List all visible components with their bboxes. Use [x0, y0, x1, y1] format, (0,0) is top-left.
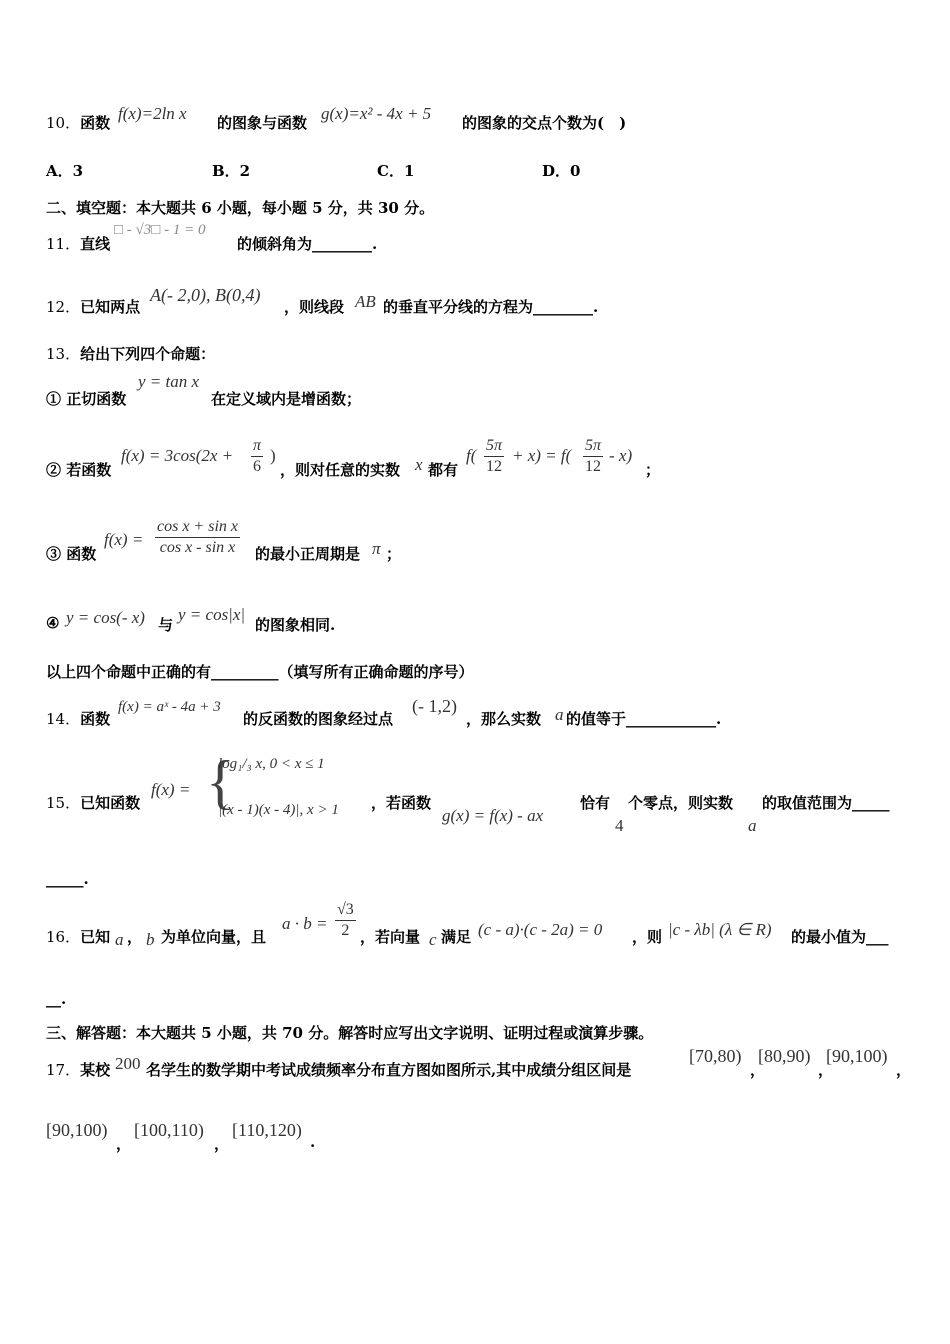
- q12-points: A(- 2,0), B(0,4): [150, 285, 261, 305]
- q13-p2-fraction-pi-6: $\frac{\pi}{6}$: [253, 437, 262, 475]
- question-15: 15．已知函数: [46, 794, 141, 812]
- q15-function: f(x) =: [151, 780, 191, 799]
- question-14: 14．函数: [46, 710, 111, 728]
- question-17: 17．某校: [46, 1061, 111, 1079]
- q17-sep-5: ，: [214, 1135, 230, 1153]
- q13-p3-text: 的最小正周期是: [255, 545, 361, 563]
- q15-case-1: log₁/₃ x, 0 < x ≤ 1: [218, 756, 325, 772]
- q15-text-3: 恰有: [580, 794, 611, 812]
- q16-text-2: 为单位向量，且: [161, 928, 267, 946]
- q15-case-2: |(x - 1)(x - 4)|, x > 1: [218, 802, 339, 818]
- q13-proposition-4: ④: [46, 614, 60, 632]
- q15-text-2: ，若函数: [371, 794, 432, 812]
- q17-text-2: 名学生的数学期中考试成绩频率分布直方图如图所示,其中成绩分组区间是: [146, 1061, 632, 1079]
- q15-answer-tail: _____.: [46, 870, 89, 888]
- q16-b: b: [146, 930, 155, 949]
- q10-g-formula: g(x)=x² - 4x + 5: [321, 104, 432, 123]
- q17-end: .: [310, 1133, 316, 1151]
- q11-text-2: 的倾斜角为________.: [237, 235, 378, 253]
- q13-p2-rhs-rest: - x): [609, 446, 633, 465]
- q13-p2-fraction-5pi-12-a: $\frac{5\pi}{12}$: [486, 437, 503, 475]
- q12-text-2: ，则线段: [284, 298, 345, 316]
- q16-expression: |c - λb| (λ ∈ R): [668, 920, 772, 939]
- q10-text-3: 的图象的交点个数为( ): [462, 114, 627, 132]
- q13-p1-text: 在定义域内是增函数；: [211, 390, 362, 408]
- q14-text-2: 的反函数的图象经过点: [243, 710, 394, 728]
- q16-fraction-sqrt3-2: $\frac{√3}{2}$: [337, 901, 354, 939]
- q10-option-a: A．3: [46, 162, 84, 180]
- q13-p3-pi: π: [372, 539, 381, 558]
- q10-text-2: 的图象与函数: [217, 114, 308, 132]
- q12-text-3: 的垂直平分线的方程为________.: [383, 298, 599, 316]
- q10-f-formula: f(x)=2ln x: [118, 104, 187, 123]
- q17-interval-5: [100,110): [134, 1120, 204, 1140]
- q17-sep-4: ，: [116, 1135, 132, 1153]
- q13-p4-eq1: y = cos(- x): [66, 608, 145, 627]
- q16-condition: (c - a)·(c - 2a) = 0: [478, 920, 603, 939]
- q17-interval-3: [90,100): [826, 1046, 888, 1066]
- q13-proposition-2: ② 若函数: [46, 461, 112, 479]
- q17-interval-6: [110,120): [232, 1120, 302, 1140]
- q15-g-function: g(x) = f(x) - ax: [442, 806, 544, 825]
- q13-p4-text: 与: [158, 616, 174, 634]
- q12-segment-ab: AB: [355, 292, 376, 311]
- q17-sep-1: ，: [750, 1061, 766, 1079]
- q13-p4-text-2: 的图象相同.: [255, 616, 336, 634]
- q17-student-count: 200: [115, 1054, 141, 1073]
- question-12: 12．已知两点: [46, 298, 141, 316]
- section-3-heading: 三、解答题：本大题共 5 小题，共 70 分。解答时应写出文字说明、证明过程或演算步骤。: [46, 1024, 654, 1042]
- q13-proposition-3: ③ 函数: [46, 545, 97, 563]
- q16-text-3: ，若向量: [360, 928, 421, 946]
- q14-point: (- 1,2): [412, 696, 457, 716]
- q13-p2-text-2: 都有: [428, 461, 459, 479]
- q15-text-4: 个零点，则实数: [628, 794, 734, 812]
- q13-p4-eq2: y = cos|x|: [178, 605, 246, 624]
- q14-text-3: ，那么实数: [466, 710, 542, 728]
- q13-p2-close-paren: ): [270, 446, 276, 465]
- q13-p2-fraction-5pi-12-b: $\frac{5\pi}{12}$: [585, 437, 602, 475]
- q13-proposition-1: ① 正切函数: [46, 390, 127, 408]
- q13-p3-end: ；: [386, 545, 402, 563]
- q16-answer-tail: __.: [46, 990, 67, 1008]
- q16-a: a: [115, 930, 124, 949]
- q16-dot-product: a · b =: [282, 914, 328, 933]
- q13-p2-function: f(x) = 3cos(2x +: [121, 446, 234, 465]
- q17-sep-2: ，: [818, 1061, 834, 1079]
- q13-p3-function: f(x) =: [104, 530, 144, 549]
- q13-summary: 以上四个命题中正确的有_________（填写所有正确命题的序号）: [46, 663, 474, 681]
- q16-text-6: 的最小值为___: [791, 928, 889, 946]
- q17-interval-2: [80,90): [758, 1046, 811, 1066]
- q15-four: 4: [615, 816, 624, 835]
- q17-interval-1: [70,80): [689, 1046, 742, 1066]
- q11-line-equation: □ - √3□ - 1 = 0: [114, 222, 206, 238]
- q17-sep-3: ，: [896, 1061, 912, 1079]
- q13-p2-x: x: [415, 455, 423, 474]
- question-13: 13．给出下列四个命题：: [46, 345, 216, 363]
- question-11: 11．直线: [46, 235, 111, 253]
- q10-option-b: B．2: [212, 162, 251, 180]
- q13-p2-end: ；: [645, 461, 661, 479]
- q15-a: a: [748, 816, 757, 835]
- q14-function: f(x) = aˣ - 4a + 3: [118, 699, 221, 715]
- q13-p2-lhs-rest: + x) = f(: [512, 446, 572, 465]
- question-10: 10．函数: [46, 114, 111, 132]
- q16-comma: ，: [127, 928, 143, 946]
- q14-text-4: 的值等于____________.: [566, 710, 722, 728]
- q15-brace: {: [206, 749, 235, 815]
- q16-text-5: ，则: [632, 928, 663, 946]
- section-2-heading: 二、填空题：本大题共 6 小题，每小题 5 分，共 30 分。: [46, 199, 435, 217]
- q17-interval-4: [90,100): [46, 1120, 108, 1140]
- q13-p2-text: ，则对任意的实数: [280, 461, 401, 479]
- q15-text-5: 的取值范围为_____: [762, 794, 890, 812]
- q13-p1-equation: y = tan x: [138, 372, 200, 391]
- q16-c: c: [429, 930, 437, 949]
- q10-option-c: C．1: [377, 162, 415, 180]
- q16-text-4: 满足: [441, 928, 472, 946]
- q14-a: a: [555, 705, 564, 724]
- q13-p2-lhs-open: f(: [466, 446, 477, 465]
- question-16: 16．已知: [46, 928, 111, 946]
- q13-p3-fraction: $\frac{\text{cos x + sin x}}{\text{cos x - sin x}}$: [157, 518, 238, 556]
- q10-option-d: D．0: [542, 162, 581, 180]
